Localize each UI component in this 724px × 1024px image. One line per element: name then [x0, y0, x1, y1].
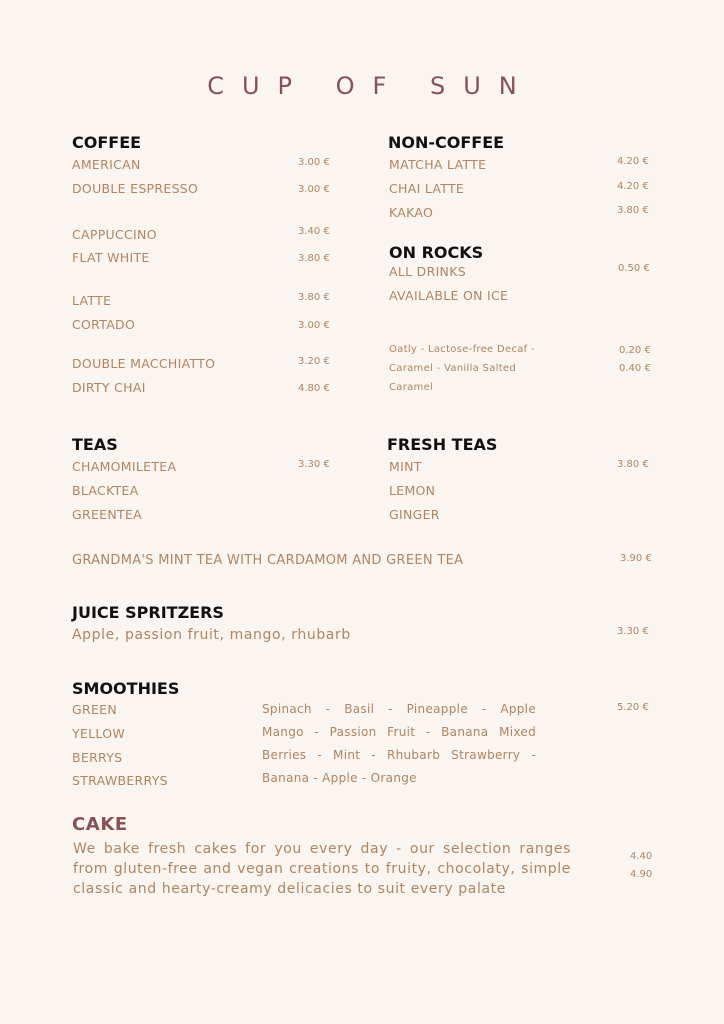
- smoothie-description: Spinach - Basil - Pineapple - Apple: [262, 702, 536, 716]
- coffee-item-price: 3.00 €: [298, 320, 330, 331]
- fresh-tea-price: 3.80 €: [617, 459, 649, 470]
- coffee-item-price: 3.00 €: [298, 157, 330, 168]
- teas-heading: TEAS: [72, 435, 118, 454]
- coffee-item-name: FLAT WHITE: [72, 250, 150, 265]
- coffee-item-price: 3.80 €: [298, 253, 330, 264]
- cake-price: 4.40: [630, 851, 653, 862]
- coffee-heading: COFFEE: [72, 133, 142, 152]
- tea-item-name: CHAMOMILETEA: [72, 459, 177, 474]
- on-rocks-line: ALL DRINKS: [389, 264, 466, 279]
- non-coffee-item-price: 4.20 €: [617, 181, 649, 192]
- tea-price: 3.30 €: [298, 459, 330, 470]
- on-rocks-price: 0.50 €: [618, 263, 650, 274]
- non-coffee-heading: NON-COFFEE: [388, 133, 505, 152]
- extras-line: Oatly - Lactose-free Decaf -: [389, 344, 535, 355]
- extras-line: Caramel - Vanilla Salted: [389, 363, 517, 374]
- fresh-tea-item-name: MINT: [389, 459, 422, 474]
- coffee-item-name: DIRTY CHAI: [72, 380, 146, 395]
- non-coffee-item-price: 3.80 €: [617, 205, 649, 216]
- non-coffee-item-name: KAKAO: [389, 205, 434, 220]
- non-coffee-item-price: 4.20 €: [617, 156, 649, 167]
- smoothie-name: BERRYS: [72, 750, 123, 765]
- extras-line: Caramel: [389, 382, 434, 393]
- coffee-item-name: DOUBLE ESPRESSO: [72, 181, 199, 196]
- smoothie-name: YELLOW: [72, 726, 126, 741]
- smoothie-description: Berries - Mint - Rhubarb Strawberry -: [262, 748, 536, 762]
- extras-price: 0.40 €: [619, 363, 651, 374]
- on-rocks-line: AVAILABLE ON ICE: [389, 288, 509, 303]
- on-rocks-heading: ON ROCKS: [389, 243, 484, 262]
- cake-price: 4.90: [630, 869, 653, 880]
- juice-price: 3.30 €: [617, 626, 649, 637]
- tea-item-name: GREENTEA: [72, 507, 143, 522]
- non-coffee-item-name: MATCHA LATTE: [389, 157, 487, 172]
- coffee-item-name: AMERICAN: [72, 157, 141, 172]
- smoothie-name: GREEN: [72, 702, 118, 717]
- coffee-item-name: LATTE: [72, 293, 112, 308]
- coffee-item-name: CAPPUCCINO: [72, 227, 157, 242]
- grandma-tea-price: 3.90 €: [620, 553, 652, 564]
- non-coffee-item-name: CHAI LATTE: [389, 181, 465, 196]
- coffee-item-price: 4.80 €: [298, 383, 330, 394]
- smoothie-description: Banana - Apple - Orange: [262, 771, 417, 785]
- smoothie-name: STRAWBERRYS: [72, 773, 168, 788]
- coffee-item-price: 3.00 €: [298, 184, 330, 195]
- coffee-item-price: 3.40 €: [298, 226, 330, 237]
- coffee-item-price: 3.20 €: [298, 356, 330, 367]
- fresh-tea-item-name: GINGER: [389, 507, 440, 522]
- menu-title: CUP OF SUN: [207, 72, 535, 100]
- cake-heading: CAKE: [72, 814, 128, 835]
- smoothie-price: 5.20 €: [617, 702, 649, 713]
- coffee-item-name: CORTADO: [72, 317, 136, 332]
- cake-description: We bake fresh cakes for you every day - our selection ranges from gluten-free and vegan creations to fruity, chocolaty, simple classic and hearty-creamy delicacies to suit every palate: [73, 841, 571, 897]
- fresh-teas-heading: FRESH TEAS: [387, 435, 498, 454]
- coffee-item-price: 3.80 €: [298, 292, 330, 303]
- tea-item-name: BLACKTEA: [72, 483, 139, 498]
- juice-description: Apple, passion fruit, mango, rhubarb: [72, 627, 351, 643]
- grandma-tea-name: GRANDMA'S MINT TEA WITH CARDAMOM AND GREEN TEA: [72, 553, 464, 568]
- fresh-tea-item-name: LEMON: [389, 483, 436, 498]
- coffee-item-name: DOUBLE MACCHIATTO: [72, 356, 216, 371]
- juice-heading: JUICE SPRITZERS: [72, 603, 224, 622]
- smoothie-description: Mango - Passion Fruit - Banana Mixed: [262, 725, 536, 739]
- smoothies-heading: SMOOTHIES: [72, 679, 180, 698]
- extras-price: 0.20 €: [619, 345, 651, 356]
